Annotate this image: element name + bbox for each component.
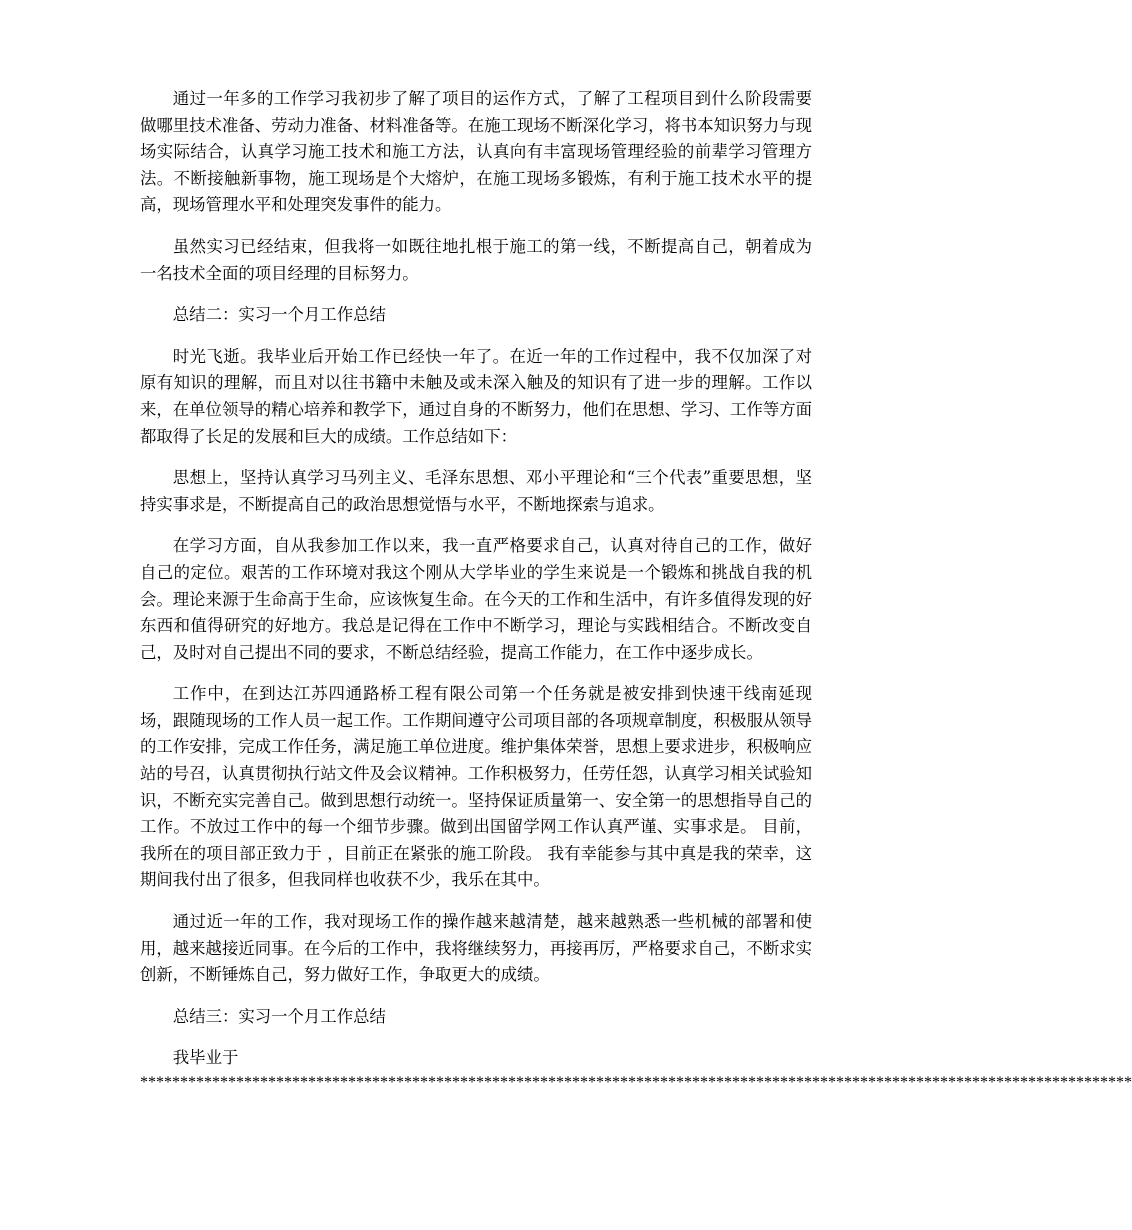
paragraph-study: 在学习方面，自从我参加工作以来，我一直严格要求自己，认真对待自己的工作，做好自己的定位。艰苦的工作环境对我这个刚从大学毕业的学生来说是一个锻炼和挑战自我的机会。理论来源于生命高于生命，应该恢复生命。在今天的工作和生活中，有许多值得发现的好东西和值得研究的好地方。我总是记得在工作中不断学习，理论与实践相结合。不断改变自己，及时对自己提出不同的要求，不断总结经验，提高工作能力，在工作中逐步成长。 <box>140 536 813 662</box>
document-page <box>140 86 1132 1093</box>
section-heading-summary-3: 总结三：实习一个月工作总结 <box>172 1006 386 1026</box>
paragraph-project-learning: 通过一年多的工作学习我初步了解了项目的运作方式，了解了工程项目到什么阶段需要做哪里技术准备、劳动力准备、材料准备等。在施工现场不断深化学习，将书本知识努力与现场实际结合，认真学习施工技术和施工方法，认真向有丰富现场管理经验的前辈学习管理方法。不断接触新事物，施工现场是个大熔炉，在施工现场多锻炼，有利于施工技术水平的提高，现场管理水平和处理突发事件的能力。 <box>140 89 813 215</box>
separator-line: **************************************************************************************************************************** <box>140 1074 1132 1091</box>
paragraph-work: 工作中，在到达江苏四通路桥工程有限公司第一个任务就是被安排到快速干线南延现场，跟随现场的工作人员一起工作。工作期间遵守公司项目部的各项规章制度，积极服从领导的工作安排，完成工作任务，满足施工单位进度。维护集体荣誉，思想上要求进步，积极响应站的号召，认真贯彻执行站文件及会议精神。工作积极努力，任劳任怨，认真学习相关试验知识，不断充实完善自己。做到思想行动统一。坚持保证质量第一、安全第一的思想指导自己的工作。不放过工作中的每一个细节步骤。做到出国留学网工作认真严谨、实事求是。 目前，我所在的项目部正致力于 ，目前正在紧张的施工阶段。 我有幸能参与其中真是我的荣幸，这期间我付出了很多，但我同样也收获不少，我乐在其中。 <box>140 684 813 890</box>
paragraph-ideology: 思想上，坚持认真学习马列主义、毛泽东思想、邓小平理论和“三个代表”重要思想，坚持实事求是，不断提高自己的政治思想觉悟与水平，不断地探索与追求。 <box>140 468 812 514</box>
paragraph-time-flies: 时光飞逝。我毕业后开始工作已经快一年了。在近一年的工作过程中，我不仅加深了对原有知识的理解，而且对以往书籍中未触及或未深入触及的知识有了进一步的理解。工作以来，在单位领导的精心培养和教学下，通过自身的不断努力，他们在思想、学习、工作等方面都取得了长足的发展和巨大的成绩。工作总结如下： <box>140 346 813 446</box>
section-heading-summary-2: 总结二：实习一个月工作总结 <box>172 305 386 325</box>
paragraph-internship-end: 虽然实习已经结束，但我将一如既往地扎根于施工的第一线，不断提高自己，朝着成为一名技术全面的项目经理的目标努力。 <box>140 236 812 283</box>
paragraph-year-review: 通过近一年的工作，我对现场工作的操作越来越清楚，越来越熟悉一些机械的部署和使用，越来越接近同事。在今后的工作中，我将继续努力，再接再厉，严格要求自己，不断求实创新，不断锤炼自己，努力做好工作，争取更大的成绩。 <box>140 912 813 985</box>
paragraph-graduated: 我毕业于 <box>172 1048 239 1068</box>
